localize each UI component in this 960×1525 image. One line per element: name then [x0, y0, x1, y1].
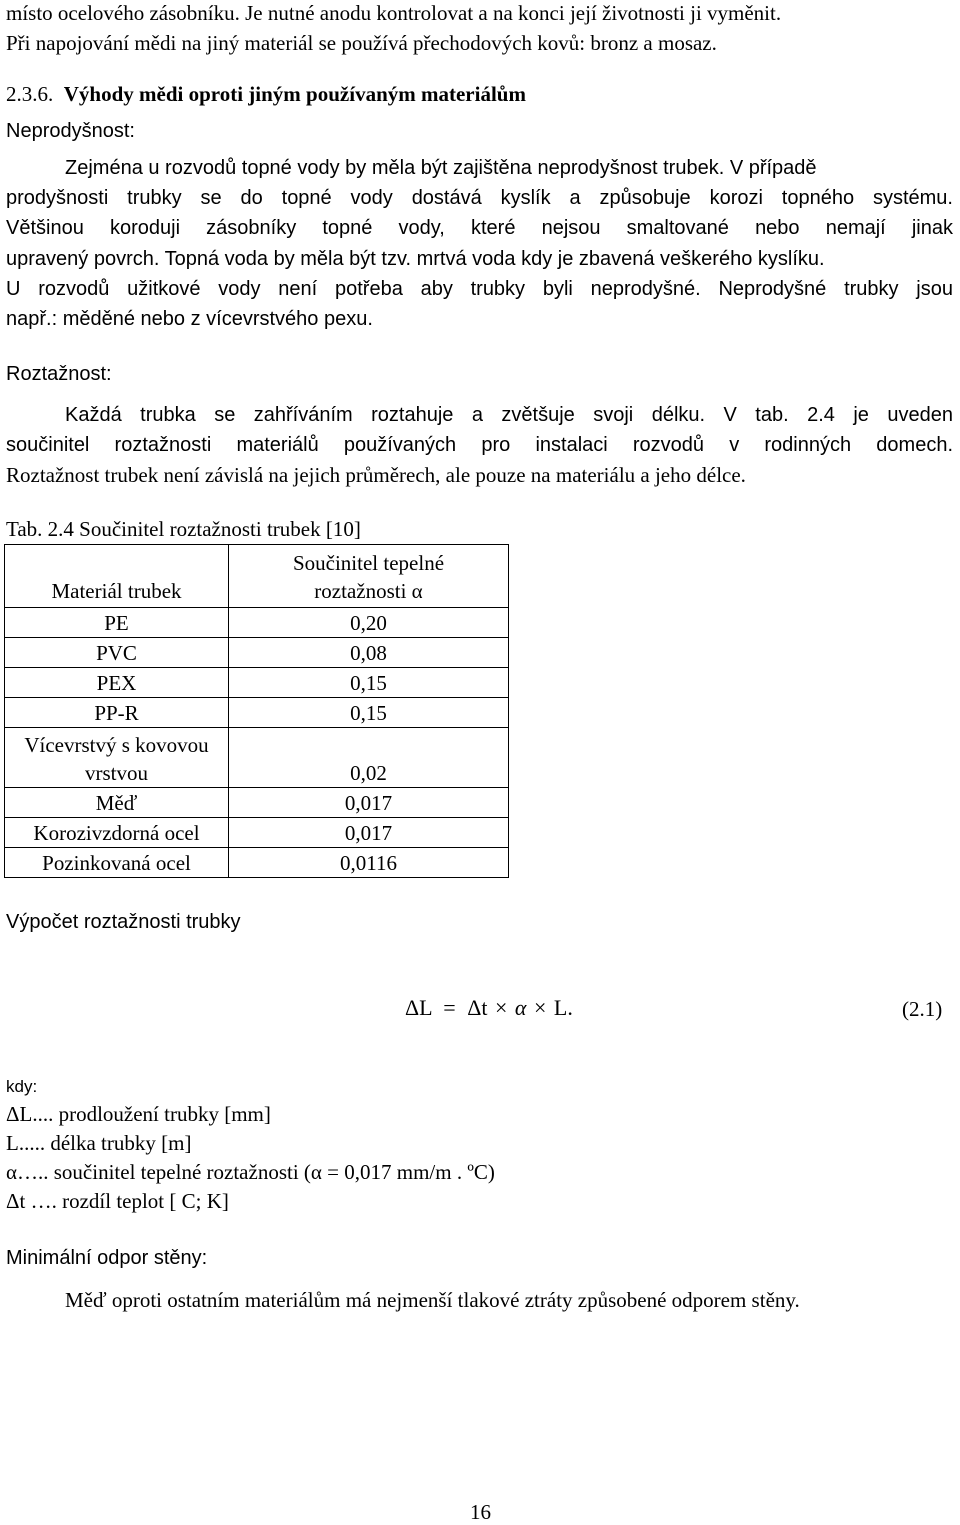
neprodysnost-line-4: upravený povrch. Topná voda by měla být tzv. mrtvá voda kdy je zbavená veškerého kyslíku. [6, 248, 825, 270]
intro-line-2: Při napojování mědi na jiný materiál se používá přechodových kovů: bronz a mosaz. [6, 31, 717, 55]
formula-equals: = [443, 995, 456, 1020]
odpor-heading: Minimální odpor stěny: [6, 1247, 208, 1269]
table-row [5, 818, 509, 848]
cell-material: PEX [5, 668, 229, 698]
table-row [5, 848, 509, 878]
formula-times-1: × [494, 995, 508, 1020]
expansion-formula [405, 995, 573, 1021]
cell-material: PVC [5, 638, 229, 668]
cell-value: 0,20 [229, 608, 509, 638]
cell-material: PE [5, 608, 229, 638]
neprodysnost-line-5: U rozvodů užitkové vody není potřeba aby trubky byli neprodyšné. Neprodyšné trubky jsou [6, 278, 953, 300]
cell-material: Pozinkovaná ocel [5, 848, 229, 878]
legend-item: α….. součinitel tepelné roztažnosti (α = 0,017 mm/m . ºC) [6, 1160, 495, 1184]
cell-value: 0,017 [229, 818, 509, 848]
section-heading [6, 84, 526, 105]
expansion-coefficient-table [4, 544, 509, 878]
header-coefficient-line-1: Součinitel tepelné [292, 551, 445, 576]
section-title: Výhody mědi oproti jiným používaným materiálům [63, 82, 526, 106]
cell-material: Měď [5, 788, 229, 818]
neprodysnost-line-3: Většinou koroduji zásobníky topné vody, které nejsou smaltované nebo nemají jinak [6, 217, 953, 239]
legend-kdy: kdy: [6, 1077, 38, 1096]
roztaznost-heading: Roztažnost: [6, 363, 112, 385]
cell-material: PP-R [5, 698, 229, 728]
formula-times-2: × [533, 995, 547, 1020]
table-header-row [5, 545, 509, 608]
cell-value: 0,0116 [229, 848, 509, 878]
legend-item: L..... délka trubky [m] [6, 1131, 192, 1155]
equation-number: (2.1) [902, 997, 943, 1021]
cell-material-line-2: vrstvou [85, 760, 148, 785]
intro-line-1: místo ocelového zásobníku. Je nutné anodu kontrolovat a na konci její životnosti ji vyměnit. [6, 1, 782, 25]
table-row [5, 788, 509, 818]
cell-material [5, 728, 229, 788]
table-caption: Tab. 2.4 Součinitel roztažnosti trubek [10] [6, 517, 361, 541]
neprodysnost-line-1: Zejména u rozvodů topné vody by měla být zajištěna neprodyšnost trubek. V případě [65, 157, 817, 179]
neprodysnost-line-2: prodyšnosti trubky se do topné vody dostává kyslík a způsobuje korozi topného systému. [6, 187, 953, 209]
roztaznost-line-3: Roztažnost trubek není závislá na jejich průměrech, ale pouze na materiálu a jeho délce. [6, 463, 746, 487]
table-row [5, 728, 509, 788]
header-coefficient [229, 545, 509, 608]
cell-material: Korozivzdorná ocel [5, 818, 229, 848]
roztaznost-line-1: Každá trubka se zahříváním roztahuje a zvětšuje svoji délku. V tab. 2.4 je uveden [65, 404, 953, 426]
legend-item: ΔL.... prodloužení trubky [mm] [6, 1102, 271, 1126]
cell-value: 0,02 [229, 728, 509, 788]
calc-heading: Výpočet roztažnosti trubky [6, 911, 241, 933]
cell-value: 0,15 [229, 698, 509, 728]
table-row [5, 608, 509, 638]
table-row [5, 698, 509, 728]
formula-alpha: α [514, 995, 527, 1020]
formula-length: L. [553, 995, 573, 1020]
formula-delta-l: ΔL [405, 995, 432, 1020]
header-material: Materiál trubek [5, 545, 229, 608]
header-coefficient-line-2: roztažnosti α [314, 578, 423, 603]
odpor-line: Měď oproti ostatním materiálům má nejmenší tlakové ztráty způsobené odporem stěny. [65, 1288, 800, 1312]
neprodysnost-line-6: např.: měděné nebo z vícevrstvého pexu. [6, 308, 373, 330]
neprodysnost-heading: Neprodyšnost: [6, 120, 135, 142]
table-row [5, 638, 509, 668]
cell-value: 0,15 [229, 668, 509, 698]
table-row [5, 668, 509, 698]
cell-value: 0,08 [229, 638, 509, 668]
legend-item: Δt …. rozdíl teplot [ C; K] [6, 1189, 229, 1213]
formula-delta-t: Δt [467, 995, 488, 1020]
roztaznost-line-2: součinitel roztažnosti materiálů používaných pro instalaci rozvodů v rodinných domech. [6, 434, 953, 456]
section-number: 2.3.6. [6, 82, 54, 106]
page-number: 16 [470, 1500, 491, 1524]
cell-value: 0,017 [229, 788, 509, 818]
cell-material-line-1: Vícevrstvý s kovovou [24, 733, 209, 758]
